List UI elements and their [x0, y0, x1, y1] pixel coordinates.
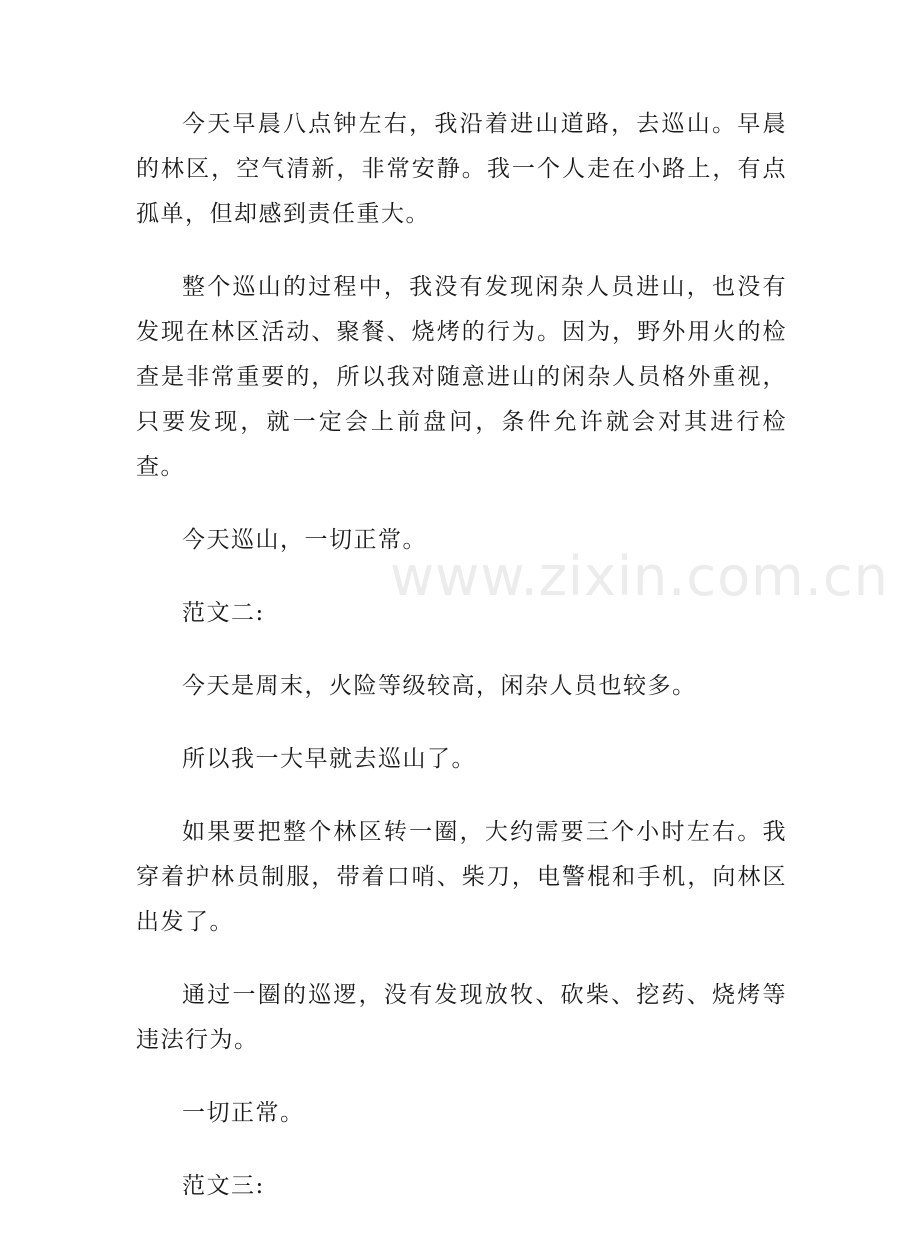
- paragraph-morning-patrol: 今天早晨八点钟左右，我沿着进山道路，去巡山。早晨的林区，空气清新，非常安静。我一个人走在小路上，有点孤单，但却感到责任重大。: [136, 111, 787, 227]
- paragraph-all-normal: 今天巡山，一切正常。: [182, 527, 427, 553]
- paragraph-patrol-process: 整个巡山的过程中，我没有发现闲杂人员进山，也没有发现在林区活动、聚餐、烧烤的行为。因为，野外用火的检查是非常重要的，所以我对随意进山的闲杂人员格外重视，只要发现，就一定会上前盘问，条件允许就会对其进行检查。: [136, 274, 787, 480]
- paragraph-early-start: 所以我一大早就去巡山了。: [182, 746, 476, 772]
- paragraph-patrol-result: 通过一圈的巡逻，没有发现放牧、砍柴、挖药、烧烤等违法行为。: [136, 982, 787, 1053]
- watermark: www.zixin.com.cn: [390, 545, 889, 608]
- heading-sample-three: 范文三:: [182, 1173, 265, 1199]
- paragraph-normal: 一切正常。: [182, 1100, 305, 1126]
- heading-sample-two: 范文二:: [182, 600, 265, 626]
- paragraph-weekend: 今天是周末，火险等级较高，闲杂人员也较多。: [182, 673, 697, 699]
- document-body: [136, 102, 787, 1237]
- paragraph-gear: 如果要把整个林区转一圈，大约需要三个小时左右。我穿着护林员制服，带着口哨、柴刀，电警棍和手机，向林区出发了。: [136, 819, 787, 935]
